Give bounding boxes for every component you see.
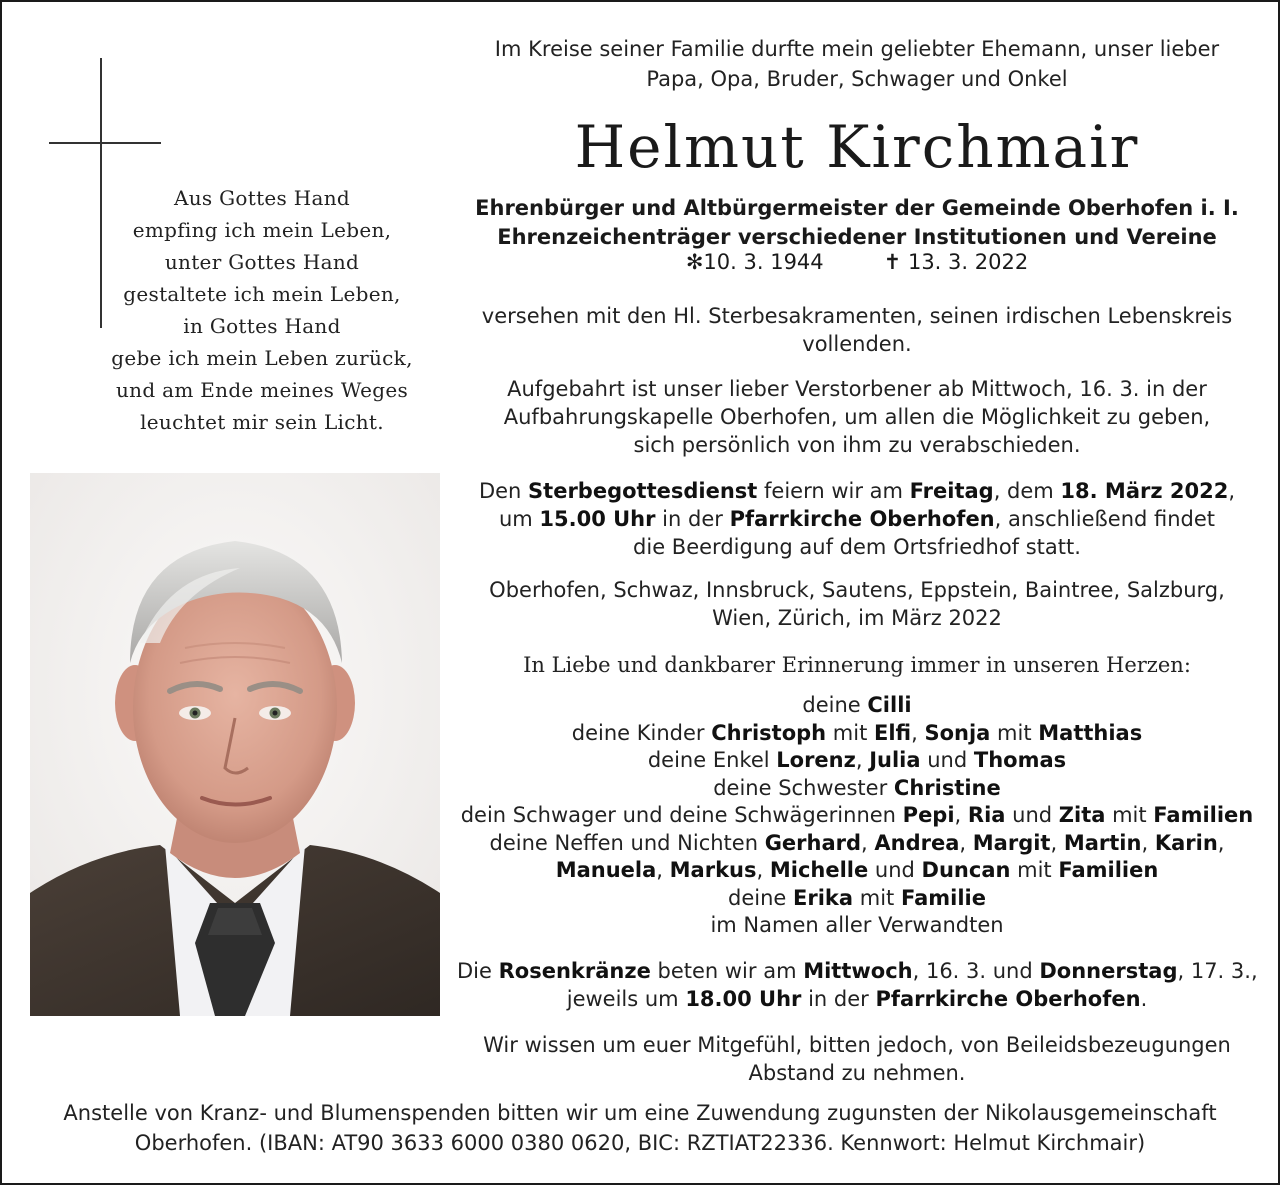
text-line [457, 985, 1257, 1013]
footer-line: Anstelle von Kranz- und Blumenspenden bitten wir um eine Zuwendung zugunsten der Nikolausgemeinschaft [63, 1101, 1217, 1125]
mourner-name: Erika [793, 885, 854, 910]
remembrance-heading: In Liebe und dankbarer Erinnerung immer in unseren Herzen: [523, 653, 1191, 677]
donation-footer [22, 1098, 1258, 1158]
mourner-line [457, 802, 1257, 830]
rosary-time: 18.00 Uhr [685, 987, 802, 1011]
text: . [1140, 987, 1148, 1011]
text: mit [990, 720, 1039, 745]
mourner-line [457, 885, 1257, 913]
service-day: Freitag [909, 479, 994, 503]
text: um [498, 507, 540, 531]
intro-text [457, 34, 1257, 94]
poem-line: leuchtet mir sein Licht. [140, 410, 384, 434]
text-line: vollenden. [802, 332, 912, 356]
text: und [920, 748, 974, 772]
text: , [954, 803, 968, 827]
mourner-name: Karin [1154, 830, 1218, 855]
text: deine [728, 885, 794, 910]
mourner-line [457, 857, 1257, 885]
mourner-name: Manuela [555, 858, 657, 882]
intro-line: Im Kreise seiner Familie durfte mein geliebter Ehemann, unser lieber [494, 37, 1220, 61]
text: deine Enkel [647, 748, 777, 772]
poem-line: unter Gottes Hand [164, 250, 360, 274]
text: und [1005, 803, 1059, 827]
text: , [911, 720, 925, 745]
honorary-titles [457, 194, 1257, 252]
text: in der [655, 507, 730, 531]
mourner-name: Familie [900, 885, 986, 910]
mourner-name: Zita [1058, 803, 1106, 827]
birth-icon: ✻ [685, 250, 704, 274]
rosary-label: Rosenkränze [498, 959, 651, 983]
text-line: Aufbahrungskapelle Oberhofen, um allen die Möglichkeit zu geben, [503, 405, 1211, 429]
mourner-name: Christoph [711, 720, 827, 745]
text: feiern wir am [757, 479, 910, 503]
text-line: Wien, Zürich, im März 2022 [712, 606, 1002, 630]
text: , [959, 830, 973, 855]
title-line: Ehrenbürger und Altbürgermeister der Gemeinde Oberhofen i. I. [475, 196, 1239, 220]
text: deine Kinder [571, 720, 712, 745]
mourner-name: Margit [972, 830, 1051, 855]
poem [92, 182, 432, 438]
text: , dem [993, 479, 1061, 503]
text: , [1217, 830, 1225, 855]
poem-line: in Gottes Hand [183, 314, 341, 338]
service-time: 15.00 Uhr [539, 507, 656, 531]
title-line: Ehrenzeichenträger verschiedener Institutionen und Vereine [497, 225, 1217, 249]
mourner-name: Duncan [921, 858, 1011, 882]
text: deine Neffen und Nichten [489, 830, 765, 855]
text-line [457, 505, 1257, 533]
text: Den [478, 479, 529, 503]
mourner-line: im Namen aller Verwandten [710, 913, 1004, 937]
mourner-name: Familien [1058, 858, 1159, 882]
text: jeweils um [566, 987, 686, 1011]
mourner-name: Sonja [924, 720, 991, 745]
mourner-name: Andrea [874, 830, 960, 855]
text: mit [1105, 803, 1154, 827]
mourner-name: Michelle [769, 858, 869, 882]
places-paragraph [457, 576, 1257, 632]
poem-line: gestaltete ich mein Leben, [123, 282, 401, 306]
condolence-paragraph [457, 1031, 1257, 1087]
text: in der [801, 987, 876, 1011]
text: mit [826, 720, 875, 745]
text-line: die Beerdigung auf dem Ortsfriedhof statt. [633, 535, 1081, 559]
text: , 16. 3. und [912, 959, 1040, 983]
text-line: sich persönlich von ihm zu verabschieden. [633, 433, 1081, 457]
text: beten wir am [650, 959, 804, 983]
mourner-name: Julia [869, 748, 921, 772]
service-church: Pfarrkirche Oberhofen [729, 507, 995, 531]
mourner-line [457, 720, 1257, 748]
death-cross-icon: ✝ [883, 250, 902, 274]
rosary-paragraph [457, 957, 1257, 1013]
funeral-service-paragraph [457, 477, 1257, 561]
intro-line: Papa, Opa, Bruder, Schwager und Onkel [646, 67, 1068, 91]
text: , [1141, 830, 1155, 855]
service-date: 18. März 2022 [1060, 479, 1229, 503]
death-date: 13. 3. 2022 [907, 250, 1029, 274]
text: Die [457, 959, 499, 983]
text-line [457, 477, 1257, 505]
mourner-name: Cilli [867, 693, 912, 717]
mourner-line [457, 775, 1257, 803]
mourner-name: Martin [1063, 830, 1142, 855]
text-line: versehen mit den Hl. Sterbesakramenten, seinen irdischen Lebenskreis [481, 304, 1233, 328]
text: mit [1010, 858, 1059, 882]
mourner-name: Thomas [973, 748, 1067, 772]
text-line: Aufgebahrt ist unser lieber Verstorbener ab Mittwoch, 16. 3. in der [507, 377, 1207, 401]
mourner-name: Markus [669, 858, 757, 882]
mourner-name: Christine [893, 775, 1001, 800]
text: , 17. 3., [1177, 959, 1258, 983]
footer-line: Oberhofen. (IBAN: AT90 3633 6000 0380 0620, BIC: RZTIAT22336. Kennwort: Helmut Kirchmair) [134, 1131, 1146, 1155]
text: mit [853, 885, 901, 910]
text: deine [802, 693, 868, 717]
text: , [756, 858, 770, 882]
text-line: Oberhofen, Schwaz, Innsbruck, Sautens, Eppstein, Baintree, Salzburg, [489, 578, 1225, 602]
deceased-name: Helmut Kirchmair [574, 113, 1140, 181]
poem-line: empfing ich mein Leben, [132, 218, 392, 242]
text-line: Wir wissen um euer Mitgefühl, bitten jedoch, von Beileidsbezeugungen [483, 1033, 1231, 1057]
viewing-paragraph [457, 375, 1257, 459]
rosary-church: Pfarrkirche Oberhofen [875, 987, 1141, 1011]
text: deine Schwester [713, 775, 894, 800]
rosary-day: Mittwoch [803, 959, 913, 983]
text: , [855, 748, 870, 772]
text: , [861, 830, 875, 855]
mourner-name: Gerhard [764, 830, 862, 855]
mourner-name: Familien [1153, 803, 1254, 827]
text-line [457, 957, 1257, 985]
poem-line: Aus Gottes Hand [173, 186, 351, 210]
portrait-photo [30, 473, 440, 1016]
text: und [868, 858, 922, 882]
birth-date: 10. 3. 1944 [703, 250, 824, 274]
text: , [1228, 479, 1236, 503]
mourner-name: Matthias [1038, 720, 1143, 745]
mourner-line [457, 692, 1257, 720]
sacraments-paragraph [457, 302, 1257, 358]
poem-line: und am Ende meines Weges [115, 378, 409, 402]
mourner-name: Lorenz [776, 748, 856, 772]
mourner-name: Elfi [874, 720, 912, 745]
text-line: Abstand zu nehmen. [748, 1061, 966, 1085]
text: , anschließend findet [994, 507, 1216, 531]
mourner-line [457, 830, 1257, 858]
text: dein Schwager und deine Schwägerinnen [460, 803, 903, 827]
poem-line: gebe ich mein Leben zurück, [111, 346, 413, 370]
mourner-name: Pepi [902, 803, 955, 827]
text: , [656, 858, 670, 882]
cross-icon-bar [49, 142, 161, 144]
life-dates [457, 248, 1257, 276]
rosary-day: Donnerstag [1039, 959, 1178, 983]
mourner-line [457, 747, 1257, 775]
service-name: Sterbegottesdienst [528, 479, 758, 503]
mourner-name: Ria [967, 803, 1006, 827]
mourners-list [457, 692, 1257, 940]
text: , [1050, 830, 1064, 855]
